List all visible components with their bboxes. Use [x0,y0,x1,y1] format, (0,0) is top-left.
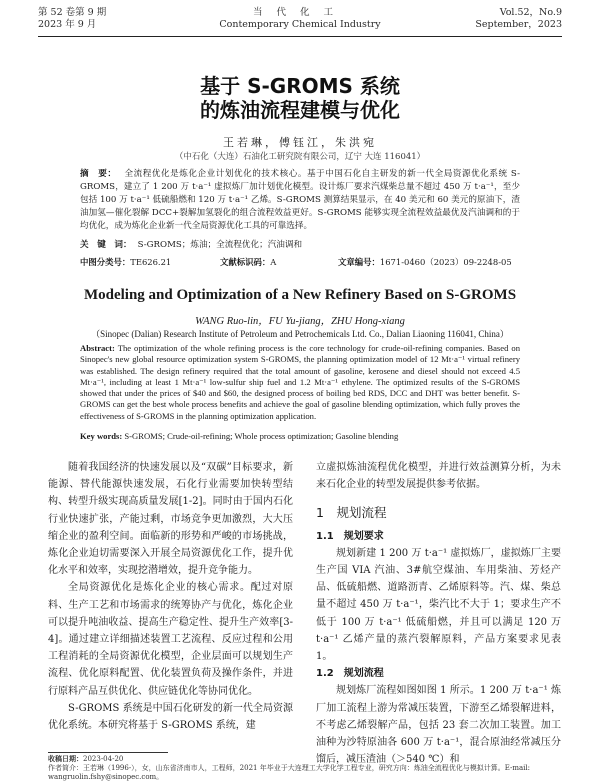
header-vol-no-en: Vol.52，No.9 [499,7,562,18]
author-bio: 作者简介：王若琳（1996-），女，山东省济南市人，工程师，2021 年毕业于大连理工大学化学工程专业，研究方向：炼油全流程优化与模拟计算。E-mail: wangruolin.fshy@sinopec.com。 [48,764,530,781]
abstract-en [80,343,520,422]
doc-label: 文献标识码： [220,257,271,267]
header-volume-en [475,7,562,31]
keywords-en-label: Key words: [80,431,123,441]
keywords-zh [80,239,520,251]
subsection-heading: 1.2 规划流程 [316,668,384,680]
clc-value: TE626.21 [130,257,172,267]
title-zh [0,74,600,122]
authors-en: WANG Ruo-lin，FU Yu-jiang，ZHU Hong-xiang [195,316,405,327]
paragraph: 规划炼厂流程如图如图 1 所示。1 200 万 t·a⁻¹ 炼厂加工流程上游为常减压装置，下游至乙烯裂解进料，不考虑乙烯裂解产品，包括 23 套二次加工装置。加工油种为沙特原油各 600 万 t·a⁻¹，混合原油经常减压分馏后，减压渣油（＞540 ℃）和 [316,685,561,766]
header-date-en: September，2023 [475,19,562,30]
article-id-label: 文章编号： [338,257,380,267]
paragraph: S-GROMS 系统是中国石化研发的新一代全局资源优化系统。本研究将基于 S-GROMS 系统，建 [48,702,293,732]
paragraph: 立虚拟炼油流程优化模型，并进行效益测算分析，为未来石化企业的转型发展提供参考依据。 [316,462,561,491]
doc-code [220,256,277,268]
clc-number [80,256,172,268]
paragraph: 规划新建 1 200 万 t·a⁻¹ 虚拟炼厂，虚拟炼厂主要生产国 VIA 汽油、3#航空煤油、车用柴油、芳烃产品、低硫船燃、道路沥青、乙烯原料等。汽、煤、柴总量不超过 450 万 t·a⁻¹，柴汽比不大于 1；要求生产不低于 100 万 t·a⁻¹ 低硫船燃，并且可以满足 120 万 t·a⁻¹ 乙烯产量的蒸汽裂解原料，产品方案要求见表 1。 [316,547,561,663]
keywords-zh-label: 关 键 词： [80,240,132,250]
abstract-zh [80,168,520,233]
header-date-zh: 2023 年 9 月 [38,19,97,30]
section-heading: 1 规划流程 [316,505,387,521]
keywords-zh-text: S-GROMS；炼油；全流程优化；汽油调和 [137,240,303,250]
body-column-left [48,459,293,734]
header-journal-en: Contemporary Chemical Industry [219,19,381,30]
paragraph: 全局资源优化是炼化企业的核心需求。配过对原料、生产工艺和市场需求的统筹协产与优化，炼化企业可以提升吨油收益、提高生产稳定性、提升生产效率[3-4]。通过建立详细描述装置工艺流程、反应过程和公用工程消耗的全局资源优化模型，企业层面可以规划生产流程、优化原料配置、优化装置负荷及操作条件，并进行原料产品互供优化、供应链优化等协同优化。 [48,582,293,697]
article-id [338,256,512,268]
abstract-zh-text: 全流程优化是炼化企业计划优化的技术核心。基于中国石化自主研发的新一代全局资源优化系统 S-GROMS，建立了 1 200 万 t·a⁻¹ 虚拟炼厂加计划优化模型。设计炼厂要求汽煤柴总量不超过 450 万 t·a⁻¹，至少包括 100 万 t·a⁻¹ 低硫船燃和 120 万 t·a⁻¹ 乙烯。S-GROMS 测算结果显示，在 40 美元和 60 美元的原油下，渣油加氢—催化裂解 DCC+裂解加氢裂化的组合流程效益更好。S-GROMS 能够实现全流程效益最优及汽油调和的于均优化，成为炼化企业新一代全局资源优化工具的可靠选择。 [80,169,520,232]
header-rule [38,36,562,37]
keywords-en-text: S-GROMS; Crude-oil-refining; Whole process optimization; Gasoline blending [122,431,399,441]
title-en: Modeling and Optimization of a New Refinery Based on S-GROMS [83,287,517,303]
affiliation-en: （Sinopec (Dalian) Research Institute of Petroleum and Petrochemicals Ltd. Co., Dalian Liaoning 116041, China） [91,329,509,339]
authors-zh: 王若琳，傅钰江，朱洪宛 [223,136,377,149]
body-column-right [316,459,561,768]
keywords-en [80,431,520,442]
title-zh-line2: 的炼油流程建模与优化 [200,98,400,122]
abstract-zh-label: 摘 要： [80,169,117,179]
subsection-heading: 1.1 规划要求 [316,530,384,542]
header-journal-zh: 当代化工 [252,7,347,18]
paragraph: 随着我国经济的快速发展以及“双碳”目标要求，新能源、替代能源快速发展，石化行业需要加快转型结构、转型升级实现高质量发展[1-2]。同时由于国内石化行业快速扩张，产能过剩，市场竞争更加激烈，大大压缩企业的盈利空间。面临新的形势和严峻的市场挑战，炼化企业迫切需要深入开展全局资源优化工作，提升优化水平和效率，实现挖潜增效，提升竞争能力。 [48,462,293,577]
abstract-en-text: The optimization of the whole refining process is the core technology for crude-oil-refining companies. Based on Sinopec's new global resource optimization system S-GROMS, the planning optimization model of 12 Mt·a⁻¹ virtual refinery was established. The design refinery required that the total amount of gasoline, kerosene and diesel should not exceed 4.5 Mt·a⁻¹, including at least 1 Mt·a⁻¹ low-sulfur ship fuel and 1.2 Mt·a⁻¹ ethylene. The optimized results of the S-GROMS showed that under the prices of $40 and $60, the designed process of boiling bed RDS, DCC and DHT was better benefit. S-GROMS can get the best whole process benefits and achieve the goal of gasoline blending optimization, which fully proves the effectiveness of S-GROMS in the planning optimization application. [80,343,520,421]
running-header [38,7,562,37]
footnote-rule [48,752,168,753]
doc-value: A [270,257,277,267]
received-label: 收稿日期： [48,755,83,763]
affiliation-zh: （中石化（大连）石油化工研究院有限公司，辽宁 大连 116041） [174,152,426,162]
received-date [48,755,560,764]
clc-label: 中图分类号： [80,257,131,267]
title-zh-line1: 基于 S-GROMS 系统 [200,74,400,98]
received-value: 2023-04-20 [83,755,124,763]
article-id-value: 1671-0460（2023）09-2248-05 [379,257,512,267]
abstract-en-label: Abstract: [80,343,115,353]
header-volume-issue: 第 52 卷第 9 期 [38,7,107,18]
